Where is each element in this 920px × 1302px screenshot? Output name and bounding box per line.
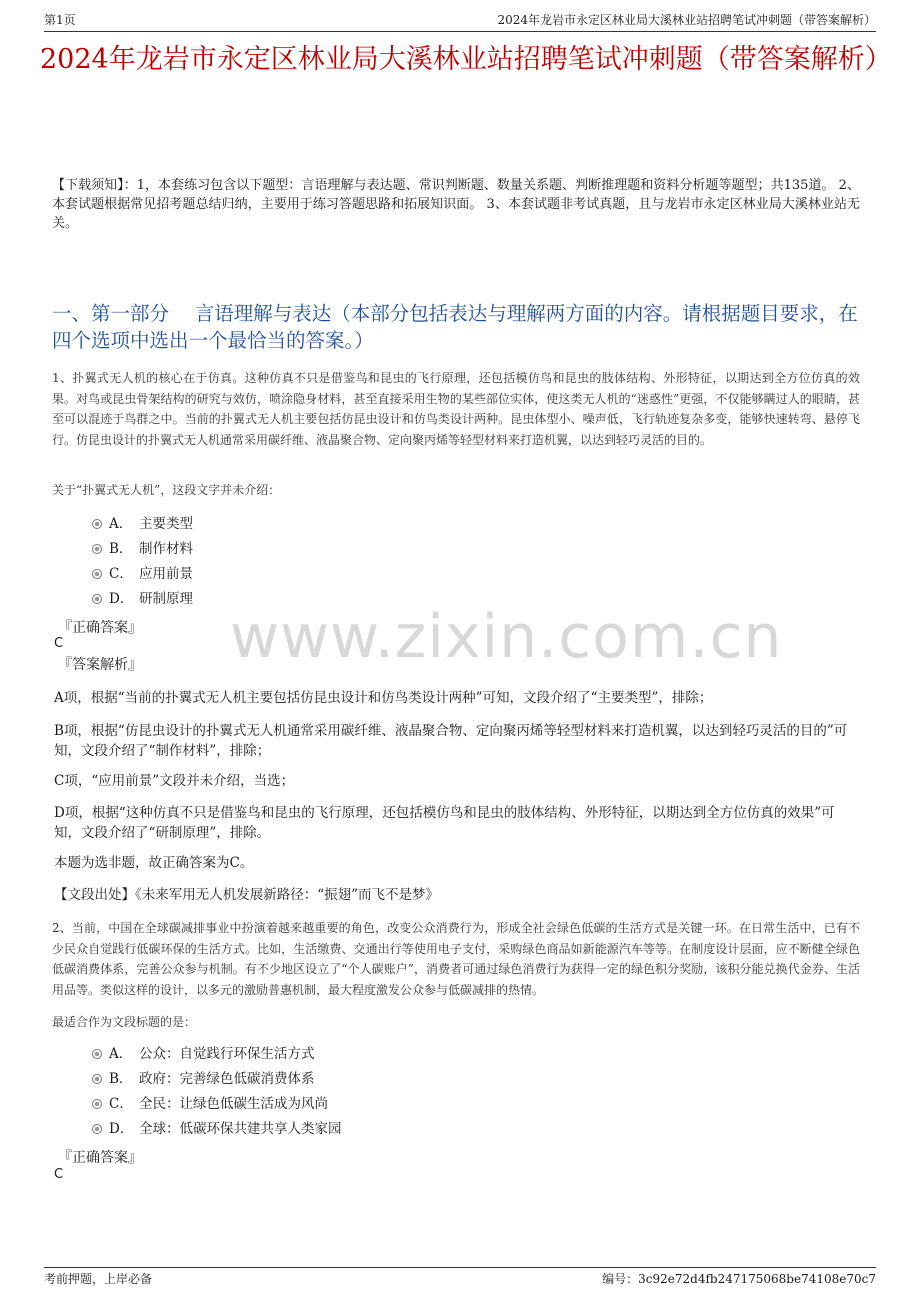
header-doc-title: 2024年龙岩市永定区林业局大溪林业站招聘笔试冲刺题（带答案解析） bbox=[497, 13, 876, 27]
question-1-stem: 关于“扑翼式无人机”，这段文字并未介绍： bbox=[52, 483, 281, 497]
footer-slogan: 考前押题，上岸必备 bbox=[44, 1272, 153, 1286]
analysis-item-d: D项，根据“这种仿真不只是借鉴鸟和昆虫的飞行原理，还包括模仿鸟和昆虫的肢体结构、外形特征，以期达到全方位仿真的效果”可知，文段介绍了“研制原理”，排除。 bbox=[54, 805, 835, 841]
page-header bbox=[44, 11, 876, 32]
option-a[interactable]: A． 公众：自觉践行环保生活方式 bbox=[92, 1042, 342, 1067]
analysis-source: 【文段出处】《未来军用无人机发展新路径：“振翅”而飞不是梦》 bbox=[54, 887, 440, 903]
page-number: 第1页 bbox=[44, 13, 76, 27]
option-a[interactable]: A． 主要类型 bbox=[92, 512, 193, 537]
radio-icon[interactable] bbox=[92, 1074, 102, 1084]
document-id: 编号：3c92e72d4fb247175068be74108e70c7 bbox=[602, 1272, 876, 1286]
analysis-item-a: A项，根据“当前的扑翼式无人机主要包括仿昆虫设计和仿鸟类设计两种”可知，文段介绍了“主要类型”，排除； bbox=[54, 690, 713, 706]
watermark: www.zixin.com.cn bbox=[230, 602, 783, 672]
analysis-item-c: C项，“应用前景”文段并未介绍，当选； bbox=[54, 773, 295, 789]
radio-icon[interactable] bbox=[92, 519, 102, 529]
answer-label: 『正确答案』 bbox=[58, 1150, 142, 1166]
question-1-passage: 1、扑翼式无人机的核心在于仿真。这种仿真不只是借鉴鸟和昆虫的飞行原理，还包括模仿鸟和昆虫的肢体结构、外形特征，以期达到全方位仿真的效果。对鸟或昆虫骨架结构的研究与效仿，喷涂隐身材料，甚至直接采用生物的某些部位实体，使这类无人机的“迷惑性”更强，不仅能够瞒过人的眼睛，甚至可以混迹于鸟群之中。当前的扑翼式无人机主要包括仿昆虫设计和仿鸟类设计两种。昆虫体型小、噪声低，飞行轨迹复杂多变，能够快速转弯、悬停飞行。仿昆虫设计的扑翼式无人机通常采用碳纤维、液晶聚合物、定向聚丙烯等轻型材料来打造机翼，以达到轻巧灵活的目的。 bbox=[52, 371, 860, 447]
download-notice: 【下载须知】：1，本套练习包含以下题型：言语理解与表达题、常识判断题、数量关系题、判断推理题和资料分析题等题型；共135道。 2、本套试题根据常见招考题总结归纳，主要用于练习答题思路和拓展知识面。 3、本套试题非考试真题，且与龙岩市永定区林业局大溪林业站无关。 bbox=[52, 178, 860, 231]
option-d[interactable]: D． 全球：低碳环保共建共享人类家园 bbox=[92, 1117, 342, 1142]
question-2-stem: 最适合作为文段标题的是： bbox=[52, 1015, 197, 1029]
analysis-conclusion: 本题为选非题，故正确答案为C。 bbox=[54, 855, 254, 871]
radio-icon[interactable] bbox=[92, 1049, 102, 1059]
radio-icon[interactable] bbox=[92, 1124, 102, 1134]
answer-value: C bbox=[54, 636, 64, 651]
option-c[interactable]: C． 全民：让绿色低碳生活成为风尚 bbox=[92, 1092, 342, 1117]
question-1-options bbox=[92, 512, 193, 612]
answer-label: 『正确答案』 bbox=[58, 620, 142, 636]
question-2-passage: 2、当前，中国在全球碳减排事业中扮演着越来越重要的角色，改变公众消费行为，形成全社会绿色低碳的生活方式是关键一环。在日常生活中，已有不少民众自觉践行低碳环保的生活方式。比如，生活缴费、交通出行等使用电子支付，采购绿色商品如新能源汽车等等。在制度设计层面，应不断健全绿色低碳消费体系，完善公众参与机制。有不少地区设立了“个人碳账户”，消费者可通过绿色消费行为获得一定的绿色积分奖励，该积分能兑换代金券、生活用品等。类似这样的设计，以多元的激励普惠机制，最大程度激发公众参与低碳减排的热情。 bbox=[52, 921, 860, 997]
radio-icon[interactable] bbox=[92, 1099, 102, 1109]
analysis-item-b: B项，根据“仿昆虫设计的扑翼式无人机通常采用碳纤维、液晶聚合物、定向聚丙烯等轻型材料来打造机翼，以达到轻巧灵活的目的”可知，文段介绍了“制作材料”，排除； bbox=[54, 723, 848, 759]
document-title: 2024年龙岩市永定区林业局大溪林业站招聘笔试冲刺题（带答案解析） bbox=[40, 44, 892, 75]
page-footer bbox=[44, 1267, 876, 1286]
radio-icon[interactable] bbox=[92, 594, 102, 604]
option-b[interactable]: B． 政府：完善绿色低碳消费体系 bbox=[92, 1067, 342, 1092]
question-2-options bbox=[92, 1042, 342, 1142]
answer-value: C bbox=[54, 1167, 64, 1182]
option-d[interactable]: D． 研制原理 bbox=[92, 587, 193, 612]
analysis-label: 『答案解析』 bbox=[58, 657, 142, 673]
option-c[interactable]: C． 应用前景 bbox=[92, 562, 193, 587]
radio-icon[interactable] bbox=[92, 569, 102, 579]
option-b[interactable]: B． 制作材料 bbox=[92, 537, 193, 562]
radio-icon[interactable] bbox=[92, 544, 102, 554]
section-heading: 一、第一部分 言语理解与表达（本部分包括表达与理解两方面的内容。请根据题目要求，在四个选项中选出一个最恰当的答案。） bbox=[52, 302, 858, 352]
